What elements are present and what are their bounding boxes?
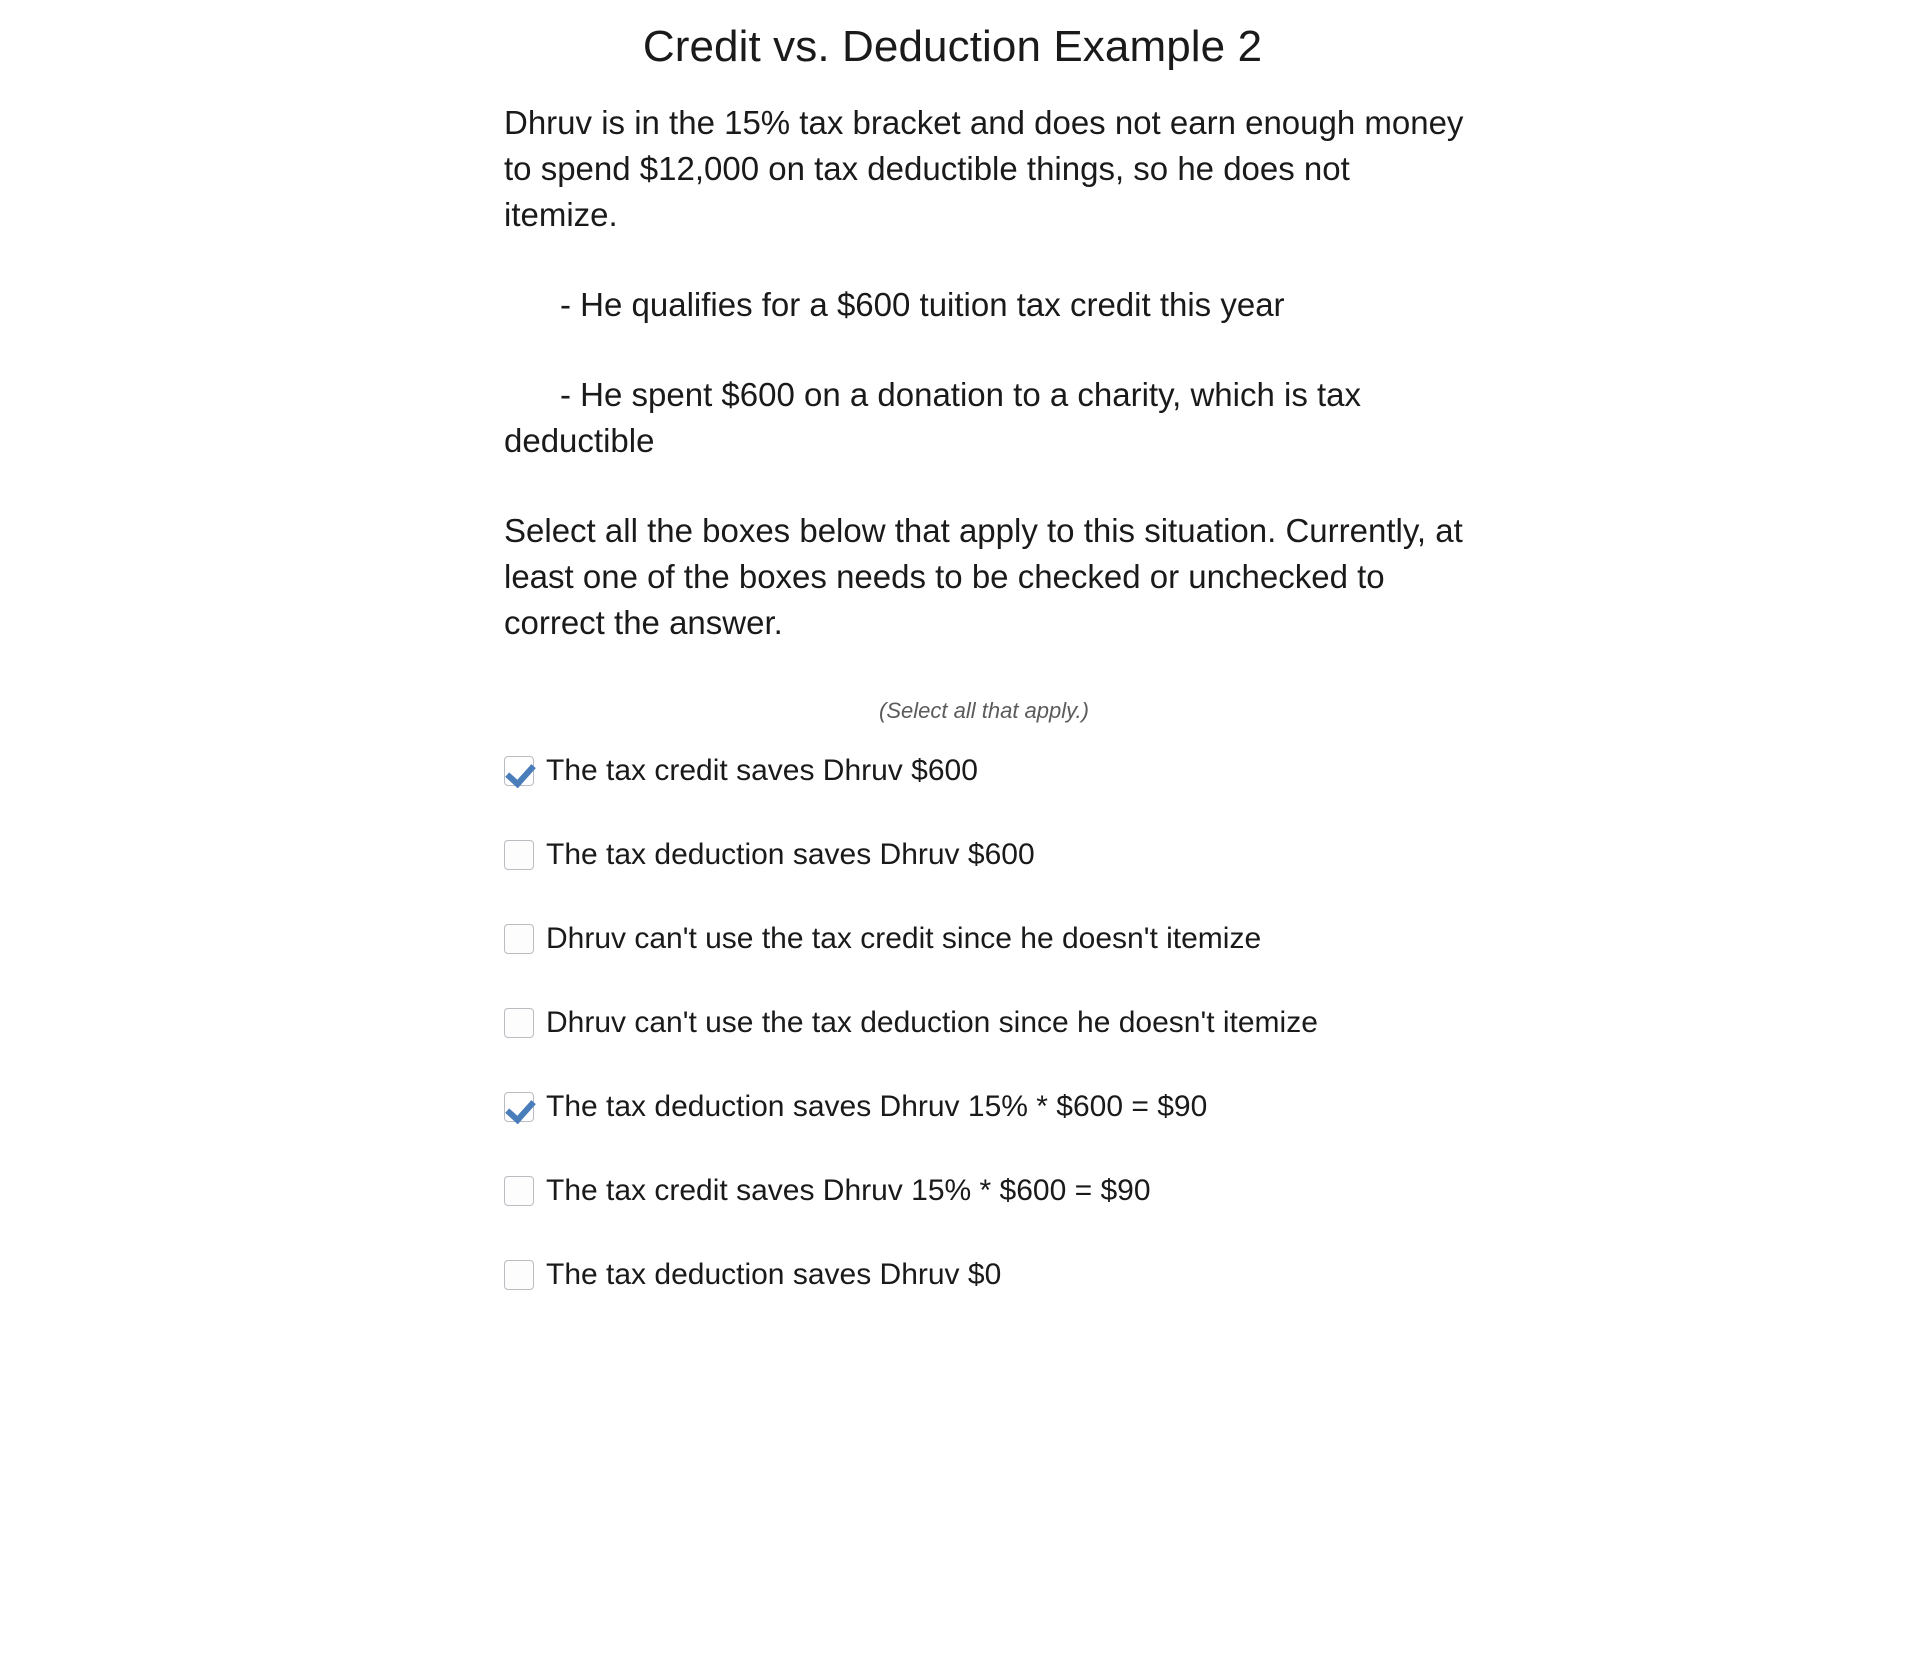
answer-choice-label-7: The tax deduction saves Dhruv $0 — [546, 1258, 1002, 1291]
checkbox-icon-4[interactable] — [504, 1008, 534, 1038]
checkbox-icon-3[interactable] — [504, 924, 534, 954]
answer-choice-3[interactable] — [504, 916, 1604, 962]
checkbox-icon-7[interactable] — [504, 1260, 534, 1290]
problem-paragraph-1: Dhruv is in the 15% tax bracket and does not earn enough money to spend $12,000 on tax deductible things, so he does not itemize. — [504, 104, 1464, 233]
answer-choice-label-4: Dhruv can't use the tax deduction since he doesn't itemize — [546, 1006, 1318, 1039]
problem-bullet-1: - He qualifies for a $600 tuition tax credit this year — [560, 286, 1285, 323]
answer-choice-list — [504, 748, 1604, 1336]
answer-choice-label-1: The tax credit saves Dhruv $600 — [546, 754, 978, 787]
answer-choice-4[interactable] — [504, 1000, 1604, 1046]
answer-choice-6[interactable] — [504, 1168, 1604, 1214]
answer-choice-label-2: The tax deduction saves Dhruv $600 — [546, 838, 1035, 871]
answer-choice-7[interactable] — [504, 1252, 1604, 1298]
checkbox-icon-6[interactable] — [504, 1176, 534, 1206]
answer-choice-2[interactable] — [504, 832, 1604, 878]
answer-choice-label-6: The tax credit saves Dhruv 15% * $600 = $90 — [546, 1174, 1151, 1207]
checkbox-icon-5[interactable] — [504, 1092, 534, 1122]
answer-choice-5[interactable] — [504, 1084, 1604, 1130]
problem-bullet-2: - He spent $600 on a donation to a charity, which is tax deductible — [504, 376, 1362, 459]
checkbox-icon-1[interactable] — [504, 756, 534, 786]
answer-choice-1[interactable] — [504, 748, 1604, 794]
page-title: Credit vs. Deduction Example 2 — [642, 22, 1263, 71]
answer-choice-label-5: The tax deduction saves Dhruv 15% * $600 = $90 — [546, 1090, 1208, 1123]
checkbox-icon-2[interactable] — [504, 840, 534, 870]
select-all-note: (Select all that apply.) — [879, 698, 1089, 723]
problem-instructions: Select all the boxes below that apply to this situation. Currently, at least one of the boxes needs to be checked or unchecked to correct the answer. — [504, 512, 1463, 641]
problem-statement — [504, 100, 1464, 724]
answer-choice-label-3: Dhruv can't use the tax credit since he doesn't itemize — [546, 922, 1262, 955]
